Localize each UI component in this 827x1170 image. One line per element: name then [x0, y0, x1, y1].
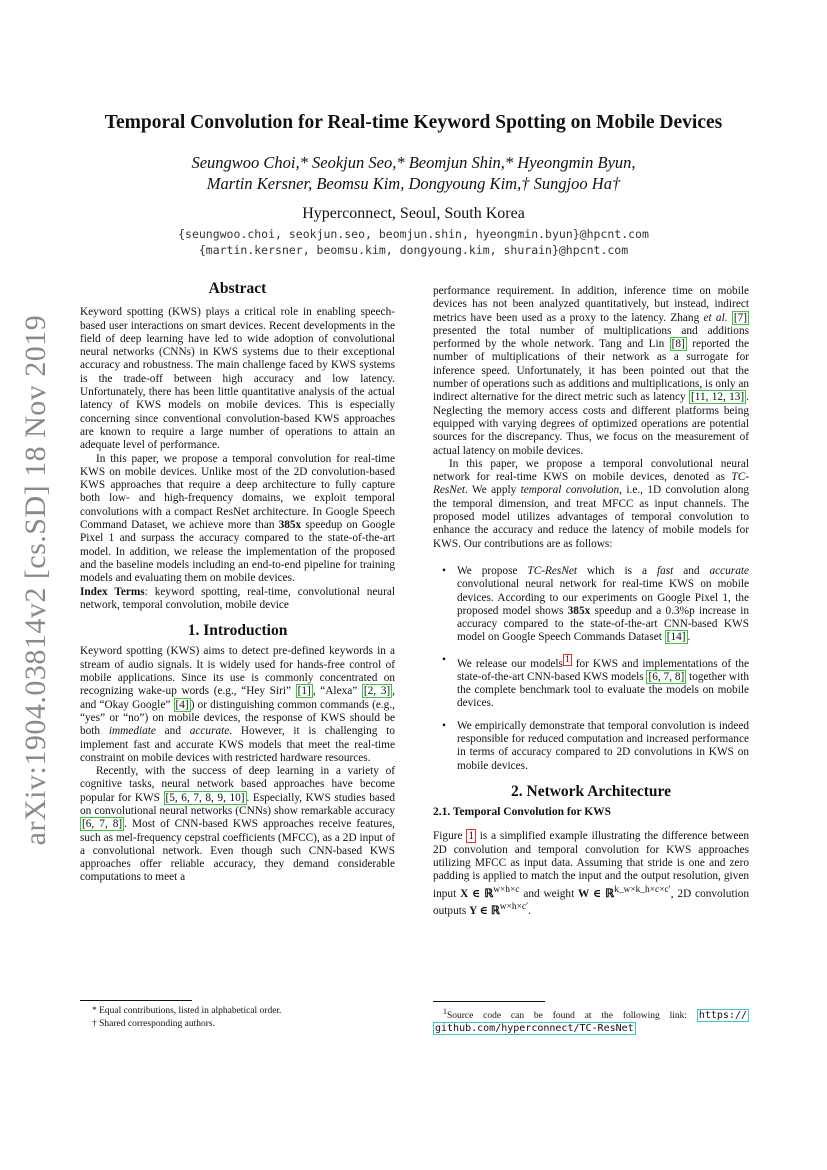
right-column [433, 285, 749, 918]
intro-paragraph-1: Keyword spotting (KWS) aims to detect pre-defined keywords in a stream of audio signals. It is widely used for hands-free control of mobile applications. Since its use is commonly concentrated on recognizing wake-up words (e.g., “Hey Siri” [1] , “Alexa” [2, 3] , and “Okay Google” [4] ) or distinguishing common commands (e.g., “yes” or “no”) on mobile devices, the response of KWS should be both immediate and accurate. However, it is challenging to implement fast and accurate KWS models that meet the real-time constraint on mobile devices with restricted hardware resources. [80, 645, 395, 764]
citation-link[interactable]: [7] [733, 311, 748, 324]
list-item: • We propose TC-ResNet which is a fast and accurate convolutional neural network for real-time KWS on mobile devices. According to our experiments on Google Pixel 1, the proposed model shows 385x speedup and a 0.3%p increase in accuracy compared to the state-of-the-art CNN-based KWS model on Google Speech Commands Dataset [14] . [457, 565, 749, 645]
footnote-corresponding-authors: † Shared corresponding authors. [92, 1018, 215, 1029]
citation-link[interactable]: [6, 7, 8] [648, 670, 685, 683]
introduction-heading: 1. Introduction [187, 622, 288, 640]
email-line-2: {martin.kersner, beomsu.kim, dongyoung.kim, shurain}@hpcnt.com [198, 242, 629, 257]
right-paragraph-1: performance requirement. In addition, inference time on mobile devices has not been analyzed quantitatively, but instead, indirect metrics have been used as a proxy to the latency. Zhang et al. [7] presented the total number of multiplications and additions performed by the whole network. Tang and Lin [8] reported the number of multiplications of their network as a surrogate for inference speed. Unfortunately, it has been pointed out that the number of operations such as additions and multiplications, is only an indirect alternative for the direct metric such as latency [11, 12, 13] . Neglecting the memory access costs and different platforms being equipped with varying degrees of optimized operations are potential sources for the discrepancy. Thus, we focus on the measurement of actual latency on mobile devices. [433, 285, 749, 457]
left-column [80, 282, 395, 885]
source-code-link[interactable]: github.com/hyperconnect/TC-ResNet [435, 1022, 634, 1034]
footnote-source-code: $^1$Source code can be found at the following link: https:// github.com/hyperconnect/TC-ResNet [435, 1007, 747, 1034]
footnote-divider [80, 1000, 192, 1001]
footnote-equal-contribution: * Equal contributions, listed in alphabetical order. [92, 1006, 282, 1016]
list-item: • We empirically demonstrate that temporal convolution is indeed responsible for reduced computation and increased performance in terms of accuracy compared to 2D convolutions in KWS on mobile devices. [457, 720, 749, 773]
paper-title: Temporal Convolution for Real-time Keyword Spotting on Mobile Devices [104, 112, 723, 133]
arxiv-sidebar [14, 300, 58, 860]
authors-line-1: Seungwoo Choi,* Seokjun Seo,* Beomjun Shin,* Hyeongmin Byun, [191, 153, 636, 172]
citation-link[interactable]: [11, 12, 13] [690, 391, 745, 404]
citation-link[interactable]: [5, 6, 7, 8, 9, 10] [165, 791, 245, 804]
source-code-link[interactable]: https:// [698, 1010, 747, 1022]
abstract-heading: Abstract [208, 280, 267, 297]
intro-paragraph-2: Recently, with the success of deep learning in a variety of cognitive tasks, neural network based approaches have become popular for KWS [5, 6, 7, 8, 9, 10] . Especially, KWS studies based on convolutional neural networks (CNNs) show remarkable accuracy [6, 7, 8] . Most of CNN-based KWS approaches receive features, such as mel-frequency cepstral coefficients (MFCC), as a 2D input of a convolutional network. Even though such CNN-based KWS approaches offer reliable accuracy, they demand considerable computations to meet a [80, 765, 395, 884]
left-footnotes [80, 1000, 395, 1030]
figure-link[interactable]: 1 [468, 830, 474, 843]
author-emails [0, 227, 827, 258]
citation-link[interactable]: [2, 3] [363, 685, 391, 698]
index-terms: Index Terms: keyword spotting, real-time, convolutional neural network, temporal convolution, mobile device [80, 585, 395, 611]
footnote-link[interactable]: 1 [564, 654, 570, 665]
arxiv-identifier: arXiv:1904.03814v2 [cs.SD] 18 Nov 2019 [19, 314, 52, 846]
footnote-divider [433, 1001, 545, 1002]
email-line-1: {seungwoo.choi, seokjun.seo, beomjun.shin, hyeongmin.byun}@hpcnt.com [178, 227, 649, 241]
citation-link[interactable]: [1] [297, 685, 311, 698]
right-paragraph-2: In this paper, we propose a temporal convolutional neural network for real-time KWS on mobile devices, denoted as TC-ResNet. We apply temporal convolution, i.e., 1D convolution along the temporal dimension, and treat MFCC as input channels. The proposed model utilizes advantages of temporal convolution to enhance the accuracy and reduce the latency of mobile models for KWS. Our contributions are as follows: [433, 457, 750, 550]
contributions-list [433, 565, 749, 773]
citation-link[interactable]: [8] [671, 338, 685, 351]
authors-line-2: Martin Kersner, Beomsu Kim, Dongyoung Kim,† Sungjoo Ha† [206, 174, 621, 193]
citation-link[interactable]: [6, 7, 8] [82, 818, 123, 831]
right-footnotes [433, 1001, 749, 1035]
abstract-paragraph-1: Keyword spotting (KWS) plays a critical role in enabling speech-based user interactions on smart devices. Recent developments in the field of deep learning have led to wide adoption of convolutional neural networks (CNNs) in KWS systems due to their exceptional accuracy and robustness. The main challenge faced by KWS systems is the trade-off between high accuracy and low latency. Unfortunately, there has been little quantitative analysis of the actual latency of KWS models on mobile devices. This is especially concerning since conventional convolution-based KWS approaches are known to require a large number of operations to attain an adequate level of performance. [80, 306, 395, 452]
list-item: • We release our models $^1$ for KWS and implementations of the state-of-the-art CNN-based KWS models [6, 7, 8] together with the complete benchmark tool to evaluate the models on mobile devices. [457, 654, 749, 711]
network-architecture-heading: 2. Network Architecture [511, 782, 671, 800]
abstract-paragraph-2: In this paper, we propose a temporal convolution for real-time KWS on mobile devices. Unlike most of the 2D convolution-based KWS approaches that require a deep architecture to fully capture both low- and high-frequency domains, we exploit temporal convolutions with a compact ResNet architecture. In Google Speech Command Dataset, we achieve more than 385x speedup on Google Pixel 1 and surpass the accuracy compared to the state-of-the-art model. In addition, we release the implementation of the proposed and the baseline models including an end-to-end pipeline for training models and evaluating them on mobile devices. [80, 452, 396, 585]
citation-link[interactable]: [4] [175, 698, 189, 711]
subsection-heading: 2.1. Temporal Convolution for KWS [433, 806, 612, 819]
citation-link[interactable]: [14] [666, 631, 686, 644]
author-list [0, 152, 827, 194]
right-paragraph-3: Figure 1 is a simplified example illustrating the difference between 2D convolution and temporal convolution for KWS approaches utilizing MFCC as input data. Assuming that stride is one and zero padding is applied to match the input and the output resolution, given input X ∈ ℝ$^{w\times h\times c}$ and weight W ∈ ℝ$^{k\_w\times k\_h\times c\times c'}$, 2D convolution outputs Y ∈ ℝ$^{w\times h\times c'}$. [433, 830, 750, 917]
affiliation: Hyperconnect, Seoul, South Korea [302, 205, 525, 222]
